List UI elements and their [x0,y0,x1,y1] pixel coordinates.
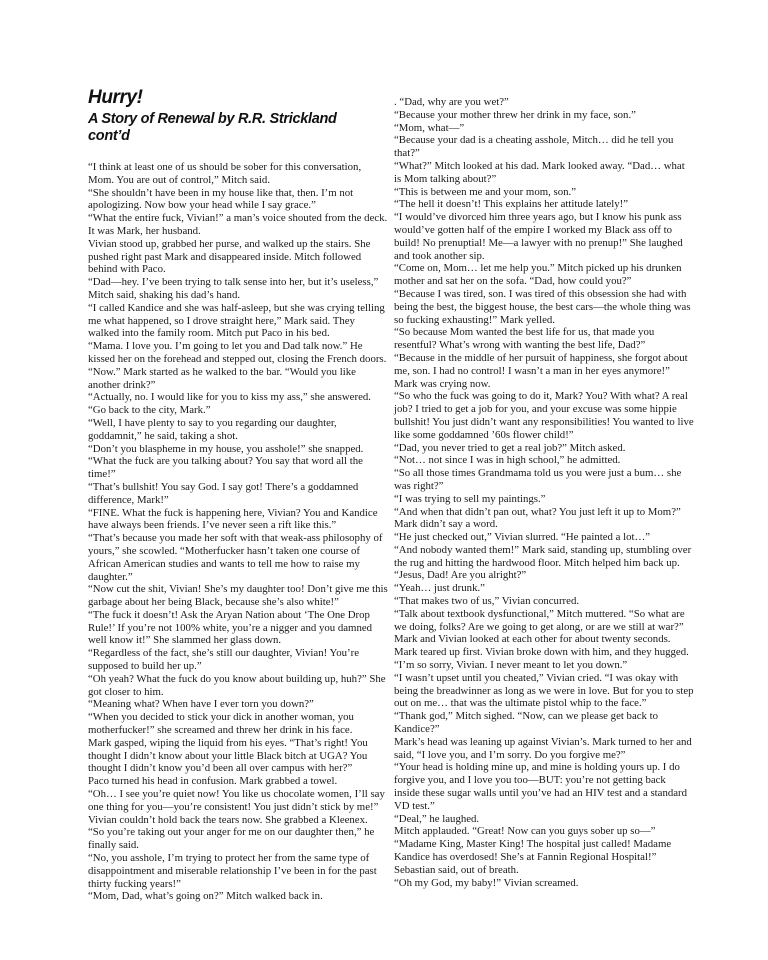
paragraph: “Your head is holding mine up, and mine is holding yours up. I do forgive you, and I love you too—BUT: you’re not getting back inside these sugar walls until you’ve had an HIV test and a standard VD test.” [394,761,688,812]
paragraph: “Deal,” he laughed. [394,812,480,825]
paragraph: “Oh my God, my baby!” Vivian screamed. [394,876,579,889]
paragraph: “Thank god,” Mitch sighed. “Now, can we please get back to Kandice?” [394,710,659,736]
paragraph: “This is between me and your mom, son.” [394,185,577,198]
paragraph: “So all those times Grandmama told us you were just a bum… she was right?” [394,467,682,492]
paragraph: “Oh… I see you’re quiet now! You like us chocolate women, I’ll say one thing for you—you’re consistent! You just didn’t stick by me!” Vivian couldn’t hold back the tears now. She grabbed a Kleenex. [88,788,385,826]
paragraph: Mark gasped, wiping the liquid from his eyes. “That’s right! You thought I didn’t know about your little Black bitch at UGA? You thought I didn’t know you’d been all over campus with her?” [88,736,368,775]
paragraph: “What?” Mitch looked at his dad. Mark looked away. “Dad… what is Mom talking about?” [394,159,685,185]
paragraph: “So because Mom wanted the best life for us, that made you resentful? What’s wrong with wanting the best life, Dad?” [394,326,655,352]
paragraph: “Meaning what? When have I ever torn you down?” [88,698,314,711]
paragraph: “Don’t you blaspheme in my house, you asshole!” she snapped. [88,442,364,455]
paragraph: “What the fuck are you talking about? You say that word all the time!” [88,455,363,481]
paragraph: “Yeah… just drunk.” [394,582,485,595]
paragraph: “I was trying to sell my paintings.” [394,492,546,505]
paragraph: “The fuck it doesn’t! Ask the Aryan Nation about ‘The One Drop Rule!’ If you’re not 100% white, you’re a nigger and you damned well know it!” She slammed her glass down. [88,608,373,647]
paragraph: “That’s bullshit! You say God. I say got! There’s a goddamned difference, Mark!” [88,480,359,506]
paragraph: “Jesus, Dad! Are you alright?” [394,569,527,582]
paragraph: “Because I was tired, son. I was tired of this obsession she had with being the best, the biggest house, the best cars—the whole thing was so fucking exhausting!” Mark yelled. [394,287,691,326]
paragraph: “Oh yeah? What the fuck do you know about building up, huh?” She got closer to him. [88,672,386,698]
story-subtitle: A Story of Renewal by R.R. Strickland cont’d [88,111,337,144]
paragraph: “The hell it doesn’t! This explains her attitude lately!” [394,198,629,211]
paragraph: Mark’s head was leaning up against Vivian’s. Mark turned to her and said, “I love you, and I’m sorry. Do you forgive me?” [394,735,692,761]
paragraph: “She shouldn’t have been in my house like that, then. I’m not apologizing. Now bow your head while I say grace.” [88,186,354,212]
paragraph: “That makes two of us,” Vivian concurred. [394,595,580,608]
paragraph: “He just checked out,” Vivian slurred. “He painted a lot…” [394,531,651,544]
text-column-left [88,161,388,903]
paragraph: “Mom, what—” [394,121,465,134]
paragraph: “Because your mother threw her drink in my face, son.” [394,108,636,121]
paragraph: “I would’ve divorced him three years ago, but I know his punk ass would’ve gotten half of the empire I worked my Black ass off to build! No prenuptial! Me—a lawyer with no prenup!” She laughed and took another sip. [394,211,683,262]
paragraph: “Not… not since I was in high school,” he admitted. [394,454,621,467]
paragraph: “I’m so sorry, Vivian. I never meant to let you down.” [394,659,628,672]
paragraph: “Mom, Dad, what’s going on?” Mitch walked back in. [88,890,323,903]
paragraph: “I called Kandice and she was half-asleep, but she was crying telling me what happened, so I drove straight here,” Mark said. They walked into the family room. Mitch put Paco in his bed. [88,301,385,340]
paragraph: “Talk about textbook dysfunctional,” Mitch muttered. “So what are we doing, folks? Are we going to get along, or are we still at war?” Mark and Vivian looked at each other for about twenty seconds. Mark teared up first. Vivian broke down with him, and they hugged. [394,607,689,659]
paragraph: “Come on, Mom… let me help you.” Mitch picked up his drunken mother and sat her on the sofa. “Dad, how could you?” [394,262,682,288]
paragraph: “So you’re taking out your anger for me on our daughter then,” he finally said. [88,826,375,852]
paragraph: “Go back to the city, Mark.” [88,404,211,417]
paragraph: “And when that didn’t pan out, what? You just left it up to Mom?” Mark didn’t say a word. [394,505,681,531]
paragraph: “What the entire fuck, Vivian!” a man’s voice shouted from the deck. It was Mark, her husband. [88,212,388,237]
paragraph: “I think at least one of us should be sober for this conversation, Mom. You are out of control,” Mitch said. [88,161,362,186]
paragraph: “Dad—hey. I’ve been trying to talk sense into her, but it’s useless,” Mitch said, shaking his dad’s hand. [88,276,379,301]
paragraph: Vivian stood up, grabbed her purse, and walked up the stairs. She pushed right past Mark and disappeared inside. Mitch followed behind with Paco. [88,237,371,276]
paragraph: “When you decided to stick your dick in another woman, you motherfucker!” she screamed and threw her drink in his face. [88,711,354,737]
paragraph: “Regardless of the fact, she’s still our daughter, Vivian! You’re supposed to build her up.” [88,647,359,673]
paragraph: . “Dad, why are you wet?” [394,96,509,108]
paragraph: “Madame King, Master King! The hospital just called! Madame Kandice has overdosed! She’s at Fannin Regional Hospital!” Sebastian said, out of breath. [394,838,672,876]
paragraph: “Dad, you never tried to get a real job?” Mitch asked. [394,441,626,454]
paragraph: “So who the fuck was going to do it, Mark? You? With what? A real job? I tried to get a job for you, and your excuse was some hippie bullshit! You just didn’t want any responsibilities! You wanted to live like some goddamned ’60s flower child!” [394,390,694,441]
paragraph: “That’s because you made her soft with that weak-ass philosophy of yours,” she scowled. “Motherfucker hasn’t taken one course of African American studies and wants to tell me how to raise my daughter.” [88,532,383,583]
paragraph: “No, you asshole, I’m trying to protect her from the same type of disappointment and miserable relationship I’ve been in for the past thirty fucking years!” [88,852,377,890]
paragraph: “Because your dad is a cheating asshole, Mitch… did he tell you that?” [394,134,674,160]
paragraph: Paco turned his head in confusion. Mark grabbed a towel. [88,775,338,788]
paragraph: “Actually, no. I would like for you to kiss my ass,” she answered. [88,391,371,404]
paragraph: “Mama. I love you. I’m going to let you and Dad talk now.” He kissed her on the forehead and stepped out, closing the French doors. [88,340,387,365]
paragraph: Mitch applauded. “Great! Now can you guys sober up so—” [394,825,656,838]
paragraph: “Well, I have plenty to say to you regarding our daughter, goddamnit,” he said, taking a shot. [88,416,337,442]
paragraph: “Now.” Mark started as he walked to the bar. “Would you like another drink?” [88,365,356,391]
story-title: Hurry! [88,87,143,108]
paragraph: “FINE. What the fuck is happening here, Vivian? You and Kandice have always been friends. I’ve never seen a rift like this.” [88,506,378,532]
paragraph: “Because in the middle of her pursuit of happiness, she forgot about me, son. I had no control! I wasn’t a man in her eyes anymore!” Mark was crying now. [394,351,688,390]
paragraph: “Now cut the shit, Vivian! She’s my daughter too! Don’t give me this garbage about her being Black, because she’s also white!” [88,583,388,609]
text-column-right [394,96,694,889]
paragraph: “And nobody wanted them!” Mark said, standing up, stumbling over the rug and hitting the hardwood floor. Mitch helped him back up. [394,543,692,569]
paragraph: “I wasn’t upset until you cheated,” Vivian cried. “I was okay with being the breadwinner as long as we were in love. But for you to step out on me… that was the ultimate pistol whip to the face.” [394,671,694,710]
